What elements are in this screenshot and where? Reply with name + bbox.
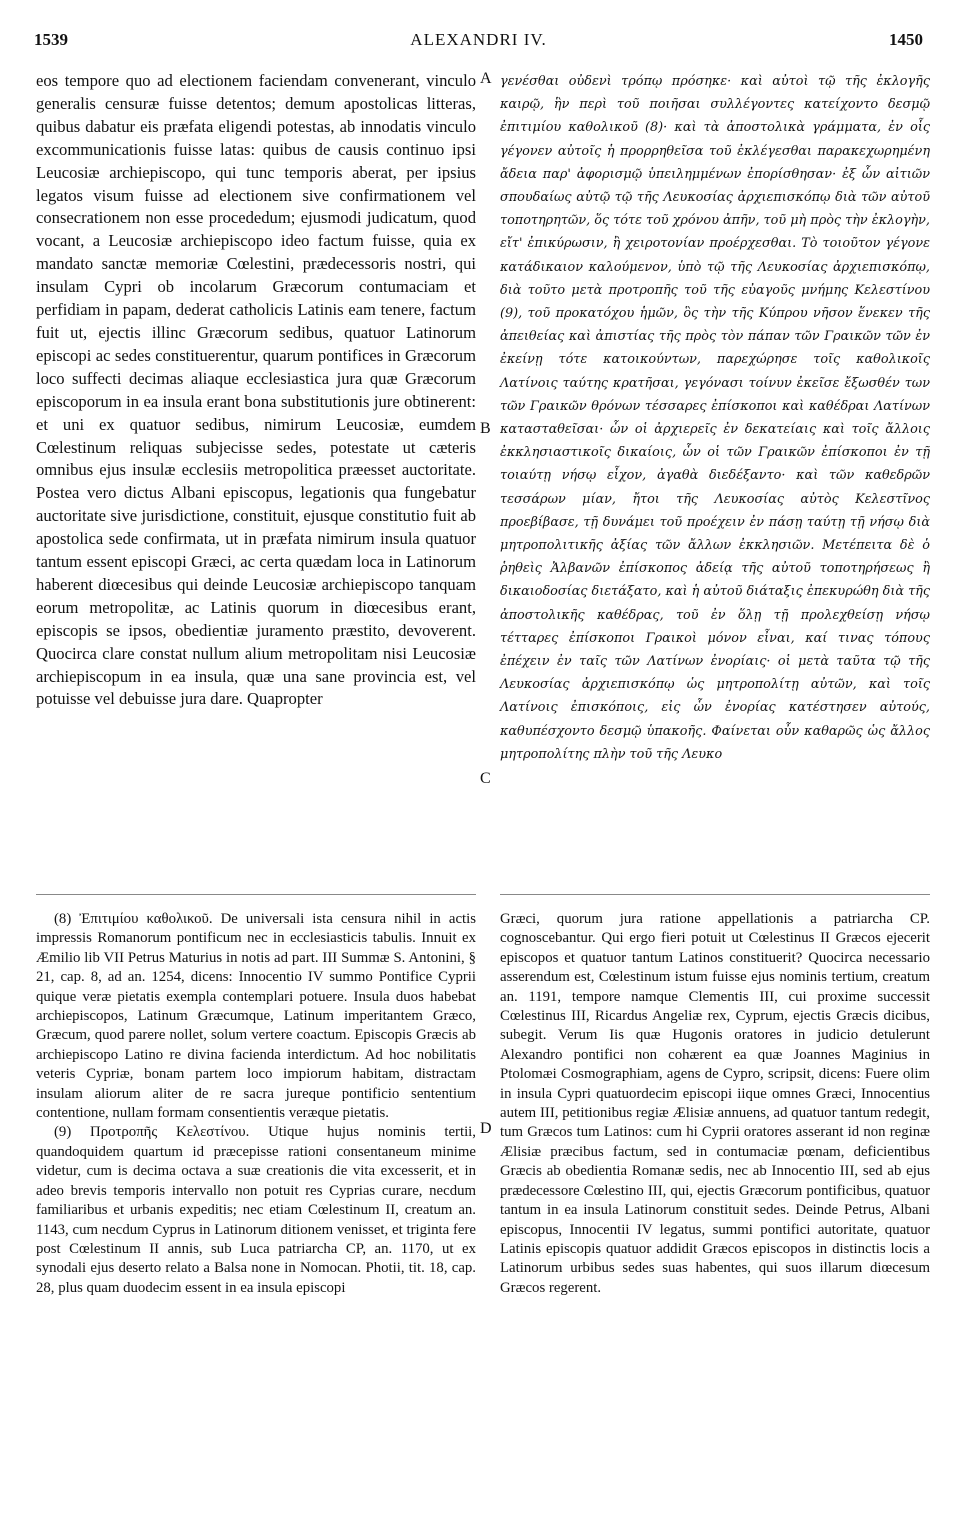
footnote-9: (9) Προτροπῆς Κελεστίνου. Utique hujus nominis tertii, quandoquidem quartum id præcepisse rationi consentaneum minime videtur, cum is decima octava a suæ creationis die vita excesserit, et in adeo brevis temporis intervallo non potuit res Cyprias curare, necdum familiaribus et urbanis expeditis; nec etiam Cœlestinum II, creatum an. 1143, cum necdum Cyprus in Latinorum ditionem venisset, et triginta fere post Cœlestinum II annis, sub Luca patriarcha CP, an. 1170, ut ex synodali ejus deserto relato a Balsa none in Nomocan. Photii, tit. 18, cap. 28, plus quam duodecim essent in ea insula episcopi — [36, 1124, 476, 1296]
latin-main-text: eos tempore quo ad electionem faciendam convenerant, vinculo generalis censuræ fuisse detentos; demum apostolicas litteras, quibus dabatur eis præfata eligendi potestas, ab innodatis vinculo excommunicationis fuisse latas: quibus de causis continuo ipsi Leucosiæ archiepiscopo, qui tunc temporis aberat, per ipsius legatos visum fuisse ad electionem sive confirmationem vel consecrationem non esse procededum; ejusmodi judicatum, quod vocant, a Leucosiæ archiepiscopo ideo factum fuisse, quia ex mandato sanctæ memoriæ Cœlestini, prædecessoris nostri, qui insulam Cypri ob incolarum Græcorum contumaciam et perfidiam in papam, dederat catholicis Latinis eam tenere, factum fuit ut, ejectis illinc Græcorum sedibus, quatuor Latinorum episcopi ac sedes constituerentur, quarum pontifices in Græcorum loco suffecti decimas aliaque ecclesiastica jura quæ Græcorum episcoporum in ea insula erant bona substitutionis jure obtinerent: et uni ex quatuor sedibus, nimirum Leucosiæ, eumdem Cœlestinum reliquas subjecisse sedes, potestate ut cæteris omnibus ejus insulæ ecclesiis metropolitica præesset auctoritate. Postea vero dictus Albani episcopus, legationis qua fungebatur auctoritate sive jurisdictione, constituit, ejusque constitutio fuit ab apostolica sede confirmata, ut in præfata nimirum insula quatuor tantum essent episcopi Græci, ac certa quædam loca in Latinorum haberent diœcesibus qui deinde Leucosiæ archiepiscopo tanquam eorum metropolitæ, ac Latinis quorum in diœcesibus erant, episcopis se ipsos, obedientiæ juramento præstito, devoverent. Quocirca clare constat nullum alium metropolitam nisi Leucosiæ archiepiscopum in ea insula, quæ una sane provincia est, vel potuisse vel debuisse jura dare. Quapropter — [36, 71, 476, 709]
right-column-number: 1450 — [889, 30, 923, 49]
footnotes-right — [500, 910, 930, 1298]
greek-main-text: γενέσθαι οὐδενὶ τρόπῳ πρόσηκε· καὶ αὐτοὶ τῷ τῆς ἐκλογῆς καιρῷ, ἣν περὶ τοῦ ποιῆσαι συλλέγοντες κατείχοντο δεσμῷ ἐπιτιμίου καθολικοῦ (8)· καὶ τὰ ἀποστολικὰ γράμματα, ἐν οἷς γέγονεν αὐτοῖς ἡ προρρηθεῖσα τοῦ ἐκλέγεσθαι παρακεχωρημένη ἄδεια παρ' ἀφορισμῷ ὑπειλημμένων ἐπορίσθησαν· ἐξ ὧν αἰτιῶν σπουδαίως αὐτῷ τῷ τῆς Λευκοσίας ἀρχιεπισκόπῳ διὰ τῶν αὐτοῦ τοποτηρητῶν, ὅς τότε τοῦ χρόνου ἀπῆν, τοῦ μὴ πρὸς τὴν ἐκλογὴν, εἴτ' ἐπικύρωσιν, ἢ χειροτονίαν προέρχεσθαι. Τὸ τοιοῦτον γέγονε κατάδικαιον καλούμενον, ὑπὸ τῷ τῆς Λευκοσίας ἀρχιεπισκόπῳ, διὰ τοῦτο μετὰ προτροπῆς τοῦ τῆς εὐαγοῦς μνήμης Κελεστίνου (9), τοῦ προκατόχου ἡμῶν, ὃς τὴν τῆς Κύπρου νῆσον ἕνεκεν τῆς ἀπειθείας καὶ ἀπιστίας τῆς πρὸς τὸν πάπαν τῶν Γραικῶν τῶν ἐν ἐκείνῃ τότε κατοικούντων, παρεχώρησε τοῖς καθολικοῖς Λατίνοις ταύτης κρατῆσαι, γεγόνασι τοίνυν ἐκεῖσε ἔξωσθέν των τῶν Γραικῶν θρόνων τέσσαρες ἐπίσκοποι καὶ καθέδραι Λατίνων κατασταθεῖσαι· ὧν οἱ ἀρχιερεῖς ἐν δεκατείαις καὶ τοῖς ἄλλοις ἐκκλησιαστικοῖς δικαίοις, ὧν οἱ τῶν Γραικῶν ἐπίσκοποι ἐν τῇ τοιαύτῃ νήσῳ εἶχον, ἀγαθὰ διεδέξαντο· καὶ τῶν καθεδρῶν τεσσάρων μίαν, ἤτοι τῆς Λευκοσίας αὐτὸς Κελεστῖνος προεβίβασε, τῇ δυνάμει τοῦ προέχειν ἐν πάσῃ ταύτῃ τῇ νήσῳ διὰ μητροπολιτικῆς ἀξίας τῶν ἄλλων ἐκκλησιῶν. Μετέπειτα δὲ ὁ ῥηθεὶς Ἀλβανῶν ἐπίσκοπος ἀδείᾳ τῆς αὐτοῦ τοποτηρήσεως ἢ δικαιοδοσίας διετάξατο, καὶ ἡ αὐτοῦ διάταξις ἐπεκυρώθη διὰ τῆς ἀποστολικῆς καθέδρας, τοῦ ἐν ὅλῃ τῇ προλεχθείσῃ νήσῳ τέτταρες ἐπίσκοποι Γραικοὶ μόνον εἶναι, καί τινας τόπους ἐπέχειν ἐν ταῖς τῶν Λατίνων ἐνορίαις· οἱ μετὰ ταῦτα τῷ τῆς Λευκοσίας ἀρχιεπισκόπῳ ὡς μητροπολίτῃ αὐτῶν, καὶ τοῖς Λατίνοις ἐπισκόποις, εἰς ὧν ἐνορίας κατέστησεν αὐτούς, καθυπέσχοντο δεσμῷ ὑπακοῆς. Φαίνεται οὖν καθαρῶς ὡς ἄλλος μητροπολίτης πλὴν τοῦ τῆς Λευκο — [500, 74, 930, 762]
footnotes-left — [36, 910, 476, 1298]
footnote-9-continued: Græci, quorum jura ratione appellationis a patriarcha CP. cognoscebantur. Qui ergo fieri potuit ut Cœlestinus II Græcos ejecerit episcopos et quatuor tantum Latinos constituerit? Quocirca necessario asserendum est, Cœlestinum istum fuisse ejus nominis tertium, creatum an. 1191, tempore namque Clementis III, cui proxime successit Cœlestinus III, Ricardus Angeliæ rex, Cyprum, ejectis Græcis dicibus, subegit. Verum Iis quæ Hugonis oratores in judicio detulerunt Alexandro pontifici non cohærent ea quæ Joannes Maginius in Ptolomæi Cosmographiam, agens de Cypro, scripsit, dicens: Fuere olim in insula Cypri quatuordecim episcopi iique omnes Græci, Innocentius autem III, petitionibus regiæ Ælisiæ annuens, ad quatuor tantum redegit, tum Græcos tum Latinos: cum hi Cyprii oratores asserant id non reginæ Ælisiæ præcibus factum, sed in contumaciæ pœnam, deficientibus Græcis ab obedientia Romanæ sedis, nec ab Innocentio III, sed ab ejus prædecessore Cœlestino III, qui, ejectis Græcorum pontificibus, quatuor tantum in ea insula Latinorum constituit sedes. Deinde Petrus, Albani episcopus, Innocentii IV legatus, summi pontifici autoritate, quatuor Latinis episcopis quatuor addidit Græcos episcopos in distinctis locis a Latinorum urbibus sedes suas habentes, qui suos illarum diœcesum Græcos regerent. — [500, 911, 930, 1296]
footnote-divider-right — [500, 894, 930, 895]
page-header — [34, 30, 923, 54]
margin-letter-c: C — [480, 770, 491, 787]
footnote-divider-left — [36, 894, 476, 895]
margin-letter-a: A — [480, 70, 492, 87]
running-title: ALEXANDRI IV. — [410, 30, 547, 49]
margin-letter-d: D — [480, 1120, 492, 1137]
footnote-8: (8) Ἐπιτιμίου καθολικοῦ. De universali ista censura nihil in actis impressis Romanorum pontificum nec in ecclesiasticis tabulis. Innuit ex Æmilio lib VII Petrus Maturius in notis ad part. III Summæ S. Antonini, § 21, cap. 8, ad an. 1254, dicens: Innocentio IV summo Pontifice Cyprii quique veræ pietatis exempla contemplari potuere. Insula duos habebat archiepiscopos, Latinum Græcumque, Latinum imperitantem Græco, Græcum, quod parere nollet, solum vertere coactum. Episcopis Græcis ab archiepiscopo Latino re divina facienda interdictum. Ad hoc nobilitatis veteris Cypriæ, bonam partem loco impiorum habitam, distractam insulam aliorum aliter de re sacra jureque pontificio sententium contentione, nullam formam consentientis veræque pietatis. — [36, 911, 476, 1122]
margin-letter-b: B — [480, 420, 491, 437]
left-column-number: 1539 — [34, 30, 68, 49]
